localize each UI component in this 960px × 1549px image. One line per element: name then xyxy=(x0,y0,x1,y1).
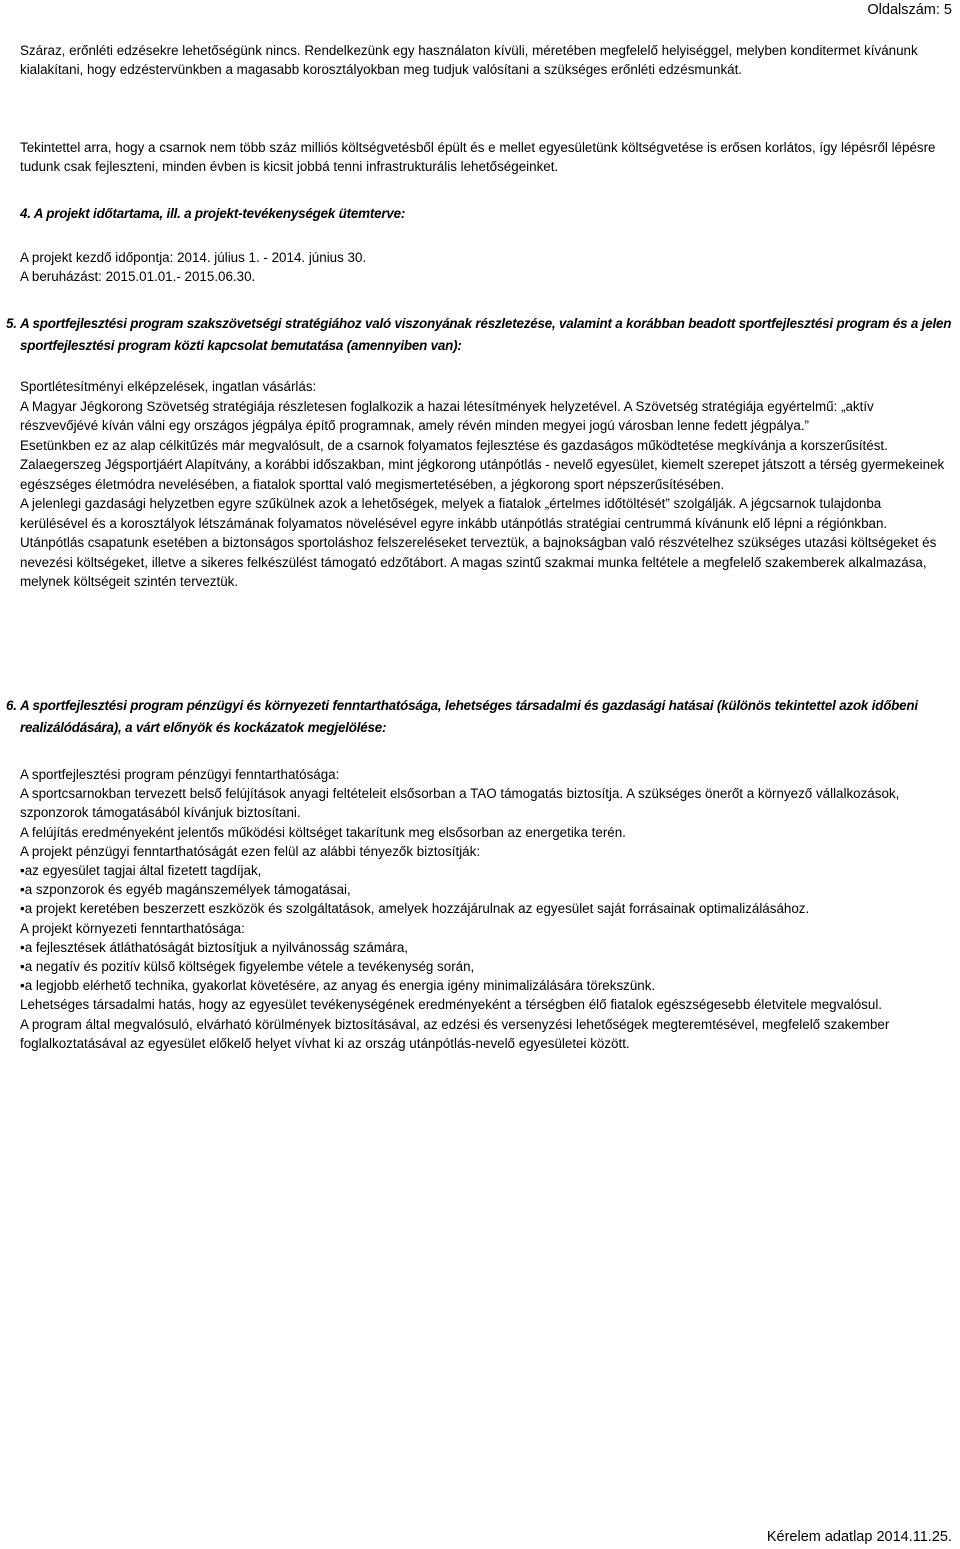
section-6-line: A sportfejlesztési program pénzügyi fenntarthatósága: xyxy=(20,767,340,782)
section-5-line: Utánpótlás csapatunk esetében a biztonságos sportoláshoz felszereléseket terveztük, a bajnokságban való részvételhez szükséges utazási költségeket és nevezési költségeket, illetve a sikeres felkészülést támogató edzőtábort. A magas szintű szakmai munka feltétele a megfelelő szakemberek alkalmazása, melynek költségeit szintén terveztük. xyxy=(20,535,937,589)
section-5-heading xyxy=(6,313,960,357)
intro-paragraph-1: Száraz, erőnléti edzésekre lehetőségünk nincs. Rendelkezünk egy használaton kívüli, méretében megfelelő helyiséggel, melyben konditermet kívánunk kialakítani, hogy edzéstervünkben a magasabb korosztályokban meg tudjuk valósítani a szükséges erőnléti edzésmunkát. xyxy=(20,43,918,77)
section-5-line: Sportlétesítményi elképzelések, ingatlan vásárlás: xyxy=(20,379,317,394)
section-5-line: Zalaegerszeg Jégsportjáért Alapítvány, a korábbi időszakban, mint jégkorong utánpótlás - nevelő egyesület, kiemelt szerepet játszott a térség gyermekeinek egészséges életmódra nevelésében, a fiatalok sporttal való megismertetésében, a jégkorong sport népszerűsítésében. xyxy=(20,457,945,492)
section-5-body xyxy=(20,377,950,592)
section-5-line: Esetünkben ez az alap célkitűzés már megvalósult, de a csarnok folyamatos fejlesztése és gazdaságos működtetése megkívánja a korszerűsítést. xyxy=(20,437,888,453)
section-6-body xyxy=(20,765,950,1053)
bullet-item: •az egyesület tagjai által fizetett tagdíjak, xyxy=(20,863,262,879)
intro-paragraph-2: Tekintettel arra, hogy a csarnok nem több száz milliós költségvetésből épült és e mellet egyesületünk költségvetése is erősen korlátos, így lépésről lépésre tudunk csak fejleszteni, minden évben is kicsit jobbá tenni infrastrukturális lehetőségeinket. xyxy=(20,140,936,174)
section-6-line: Lehetséges társadalmi hatás, hogy az egyesület tevékenységének eredményeként a térségben élő fiatalok egészségesebb életvitele megvalósul. xyxy=(20,997,883,1013)
section-6-number: 6. xyxy=(6,698,17,713)
bullet-item: •a projekt keretében beszerzett eszközök és szolgáltatások, amelyek hozzájárulnak az egyesület saját forrásainak optimalizálásához. xyxy=(20,901,810,917)
bullet-item: •a fejlesztések átláthatóságát biztosítjuk a nyilvánosság számára, xyxy=(20,939,409,955)
bullet-item: •a negatív és pozitív külső költségek figyelembe vétele a tevékenység során, xyxy=(20,959,475,975)
section-6-line: A projekt pénzügyi fenntarthatóságát ezen felül az alábbi tényezők biztosítják: xyxy=(20,843,481,859)
section-6-title: A sportfejlesztési program pénzügyi és környezeti fenntarthatósága, lehetséges társadalmi és gazdasági hatásai (különös tekintettel azok időbeni realizálódására), a várt előnyök és kockázatok megjelölése: xyxy=(20,698,918,735)
section-6-line: A projekt környezeti fenntarthatósága: xyxy=(20,920,245,936)
section-5-title: A sportfejlesztési program szakszövetségi stratégiához való viszonyának részletezése, valamint a korábban beadott sportfejlesztési program és a jelen sportfejlesztési program közti kapcsolat bemutatása (amennyiben van): xyxy=(20,316,952,353)
bullet-item: •a szponzorok és egyéb magánszemélyek támogatásai, xyxy=(20,882,351,898)
page-number: Oldalszám: 5 xyxy=(867,2,952,18)
project-start-date: A projekt kezdő időpontja: 2014. július 1. - 2014. június 30. xyxy=(20,250,367,265)
procurement-dates: A beruházást: 2015.01.01.- 2015.06.30. xyxy=(20,269,256,284)
footer-form-date: Kérelem adatlap 2014.11.25. xyxy=(766,1529,952,1545)
section-5-line: A Magyar Jégkorong Szövetség stratégiája részletesen foglalkozik a hazai létesítmények helyzetével. A Szövetség stratégiája egyértelmű: „aktív részvevőjévé kíván válni egy országos jégpálya építő programnak, amely révén minden megyei jogú városban lenne fedett jégpálya.” xyxy=(20,398,874,433)
section-6-line: A program által megvalósuló, elvárható körülmények biztosításával, az edzési és versenyzési lehetőségek megteremtésével, megfelelő szakember foglalkoztatásával az egyesület előkelő helyet vívhat ki az ország utánpótlás-nevelő egyesületei között. xyxy=(20,1016,890,1051)
section-6-heading xyxy=(6,695,960,739)
section-5-line: A jelenlegi gazdasági helyzetben egyre szűkülnek azok a lehetőségek, melyek a fiatalok „értelmes időtöltését” szolgálják. A jégcsarnok tulajdonba kerülésével és a korosztályok létszámának folyamatos növelésével egyre inkább utánpótlás stratégiai centrummá kívánunk elő lépni a régiónkban. xyxy=(20,496,888,531)
section-5-number: 5. xyxy=(6,316,17,331)
section-4-heading: 4. A projekt időtartama, ill. a projekt-tevékenységek ütemterve: xyxy=(20,206,406,221)
section-6-line: A felújítás eredményeként jelentős működési költséget takarítunk meg elsősorban az energetika terén. xyxy=(20,824,626,840)
section-6-line: A sportcsarnokban tervezett belső felújítások anyagi feltételeit elsősorban a TAO támogatás biztosítja. A szükséges önerőt a környező vállalkozások, szponzorok támogatásából kívánjuk biztosítani. xyxy=(20,786,900,821)
bullet-item: •a legjobb elérhető technika, gyakorlat követésére, az anyag és energia igény minimalizálására törekszünk. xyxy=(20,978,656,994)
section-4-timeline xyxy=(20,248,366,286)
